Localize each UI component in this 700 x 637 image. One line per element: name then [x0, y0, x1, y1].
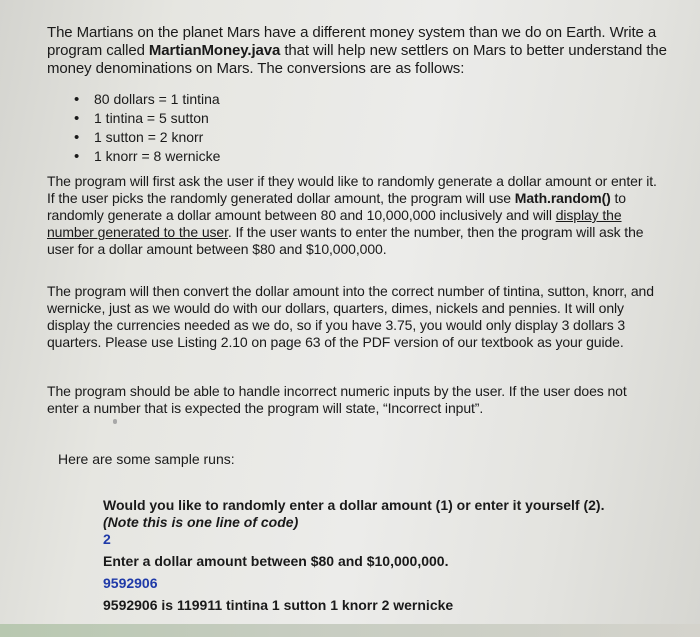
paragraph-input-handling: The program should be able to handle incorrect numeric inputs by the user. If the user does not enter a number that is expected the program will state, “Incorrect input”. [47, 383, 627, 416]
sample-prompt-1 [103, 497, 643, 531]
program-name: MartianMoney.java [148, 42, 281, 59]
intro-paragraph [47, 24, 677, 78]
intro-text-2: that will help new settlers on Mars to better understand the money denominations on Mars. The conversions are as follows: [47, 42, 667, 77]
conversion-item: • 80 dollars = 1 tintina [74, 90, 220, 109]
sample-run-block [103, 497, 643, 619]
intro-text-1: The Martians on the planet Mars have a different money system than we do on Earth. Write a program called [47, 24, 657, 59]
paragraph1-text-3: . If the user wants to enter the number, then the program will ask the user for a dollar amount between $80 and $10,000,000. [47, 224, 644, 257]
conversion-item: • 1 knorr = 8 wernicke [74, 147, 220, 166]
underlined-phrase: display the number generated to the user [47, 207, 622, 240]
math-random-method: Math.random() [514, 190, 611, 206]
sample-runs-heading: Here are some sample runs: [58, 451, 235, 467]
conversion-item: • 1 tintina = 5 sutton [74, 109, 220, 128]
sample-prompt-1-note: (Note this is one line of code) [103, 514, 299, 530]
conversion-item: • 1 sutton = 2 knorr [74, 128, 220, 147]
stray-mark [113, 419, 117, 424]
conversion-list [74, 90, 220, 166]
sample-input-1: 2 [103, 531, 111, 547]
sample-prompt-1-text: Would you like to randomly enter a dollar amount (1) or enter it yourself (2). [103, 497, 605, 513]
sample-input-2: 9592906 [103, 575, 158, 591]
sample-output: 9592906 is 119911 tintina 1 sutton 1 knorr 2 wernicke [103, 597, 454, 613]
bottom-edge-strip [0, 624, 700, 637]
paragraph-random-or-enter [47, 173, 659, 258]
sample-prompt-2: Enter a dollar amount between $80 and $10,000,000. [103, 553, 449, 569]
paragraph1-text-2: to randomly generate a dollar amount between 80 and 10,000,000 inclusively and will [47, 190, 626, 223]
paragraph-conversion: The program will then convert the dollar amount into the correct number of tintina, sutton, knorr, and wernicke, just as we would do with our dollars, quarters, dimes, nickels and pennies. It will only display the currencies needed as we do, so if you have 3.75, you would only display 3 dollars 3 quarters. Please use Listing 2.10 on page 63 of the PDF version of our textbook as your guide. [47, 283, 654, 350]
paragraph1-text-1: The program will first ask the user if they would like to randomly generate a dollar amount or enter it. If the user picks the randomly generated dollar amount, the program will use [47, 173, 657, 206]
